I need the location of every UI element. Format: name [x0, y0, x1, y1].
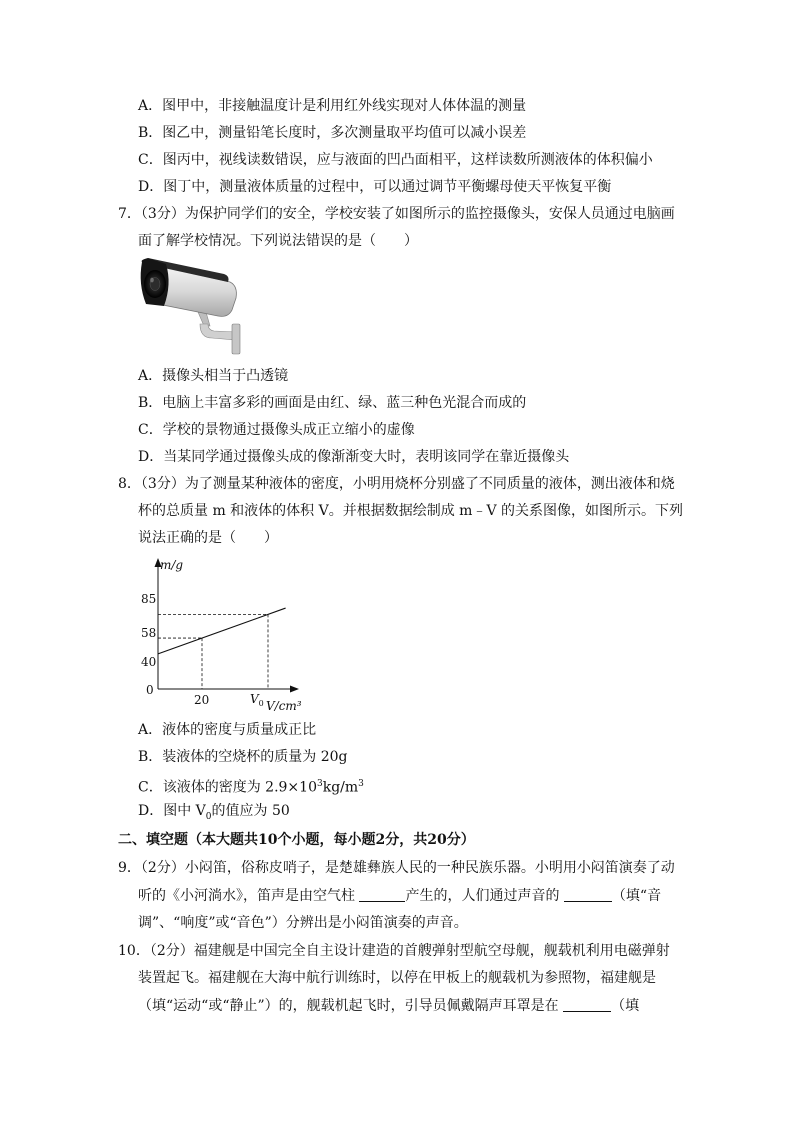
- q6-option-a: A．图甲中，非接触温度计是利用红外线实现对人体体温的测量: [138, 98, 527, 114]
- q7-stem-line2: 面了解学校情况。下列说法错误的是（ ）: [138, 233, 418, 249]
- q6-option-d: D．图丁中，测量液体质量的过程中，可以通过调节平衡螺母使天平恢复平衡: [138, 179, 612, 195]
- q9-stem-line3: 调”、“响度”或“音色”）分辨出是小闷笛演奏的声音。: [138, 915, 468, 931]
- section-2-heading: 二、填空题（本大题共10个小题，每小题2分，共20分）: [118, 832, 475, 848]
- q8-option-c: [138, 774, 364, 798]
- q6-option-c: C．图丙中，视线读数错误，应与液面的凹凸面相平，这样读数所测液体的体积偏小: [138, 152, 653, 168]
- q10-blank-2[interactable]: [563, 997, 611, 1012]
- q7-option-a: A．摄像头相当于凸透镜: [138, 368, 289, 384]
- q10-stem-line3: [138, 996, 639, 1016]
- x-tick-v0: $V_0$: [250, 692, 264, 708]
- q7-option-d: D．当某同学通过摄像头成的像渐渐变大时，表明该同学在靠近摄像头: [138, 449, 570, 465]
- q7-option-b: B．电脑上丰富多彩的画面是由红、绿、蓝三种色光混合而成的: [138, 395, 527, 411]
- q10-line3-part1: （填“运动“或“静止”）的，舰载机起飞时，引导员佩戴隔声耳罩是在: [138, 998, 564, 1014]
- y-tick-85: 85: [141, 592, 157, 606]
- x-tick-v0-sub: 0: [258, 699, 264, 708]
- q8-option-d-sub: 0: [205, 811, 212, 822]
- q8-option-d-text: D．图中 V: [138, 803, 206, 819]
- y-axis-label: m/g: [160, 558, 184, 572]
- q8-stem-line3: 说法正确的是（ ）: [138, 530, 278, 546]
- origin-label: 0: [146, 683, 154, 697]
- series-line-0: [158, 608, 286, 654]
- q8-option-c-unit-exp: 3: [358, 779, 364, 789]
- q9-line2-part1: 听的《小河淌水》，笛声是由空气柱: [138, 888, 360, 904]
- y-tick-58: 58: [141, 626, 157, 640]
- q9-blank-2[interactable]: [564, 887, 612, 902]
- q8-option-b: B．装液体的空烧杯的质量为 20g: [138, 749, 348, 765]
- x-tick-20: 20: [194, 693, 210, 707]
- q9-stem-line2: [138, 886, 661, 906]
- q8-option-d: [138, 801, 290, 827]
- q9-line2-part3: （填“音: [611, 888, 662, 904]
- m-v-graph: [130, 555, 310, 715]
- q7-option-c: C．学校的景物通过摄像头成正立缩小的虚像: [138, 422, 415, 438]
- q8-stem-line2: 杯的总质量 m 和液体的体积 V。并根据数据绘制成 m﹣V 的关系图像，如图所示。下列: [138, 503, 684, 519]
- q8-option-d-tail: 的值应为 50: [211, 803, 290, 819]
- q8-stem-line1: 8．（3分）为了测量某种液体的密度，小明用烧杯分别盛了不同质量的液体，测出液体和烧: [118, 476, 675, 492]
- x-axis-label: V/cm³: [266, 699, 302, 713]
- x-axis-arrow: [290, 686, 299, 693]
- q6-option-b: B．图乙中，测量铅笔长度时，多次测量取平均值可以减小误差: [138, 125, 527, 141]
- security-camera-image: [138, 252, 246, 360]
- q9-blank-1[interactable]: [359, 887, 405, 902]
- q10-line3-part2: （填: [611, 998, 640, 1014]
- q10-stem-line1: 10．（2分）福建舰是中国完全自主设计建造的首艘弹射型航空母舰，舰载机利用电磁弹射: [118, 943, 670, 959]
- q10-stem-line2: 装置起飞。福建舰在大海中航行训练时，以停在甲板上的舰载机为参照物，福建舰是: [138, 970, 656, 986]
- q8-option-c-text: C．该液体的密度为 2.9×10: [138, 779, 317, 796]
- y-tick-40: 40: [141, 655, 157, 669]
- q8-option-c-exp: 3: [316, 779, 323, 789]
- q7-stem-line1: 7．（3分）为保护同学们的安全，学校安装了如图所示的监控摄像头，安保人员通过电脑画: [118, 206, 675, 222]
- q9-line2-part2: 产生的，人们通过声音的: [405, 888, 564, 904]
- q8-option-c-unit: kg/m: [322, 779, 359, 796]
- q8-option-a: A．液体的密度与质量成正比: [138, 722, 317, 738]
- q9-stem-line1: 9．（2分）小闷笛，俗称皮哨子，是楚雄彝族人民的一种民族乐器。小明用小闷笛演奏了动: [118, 860, 675, 876]
